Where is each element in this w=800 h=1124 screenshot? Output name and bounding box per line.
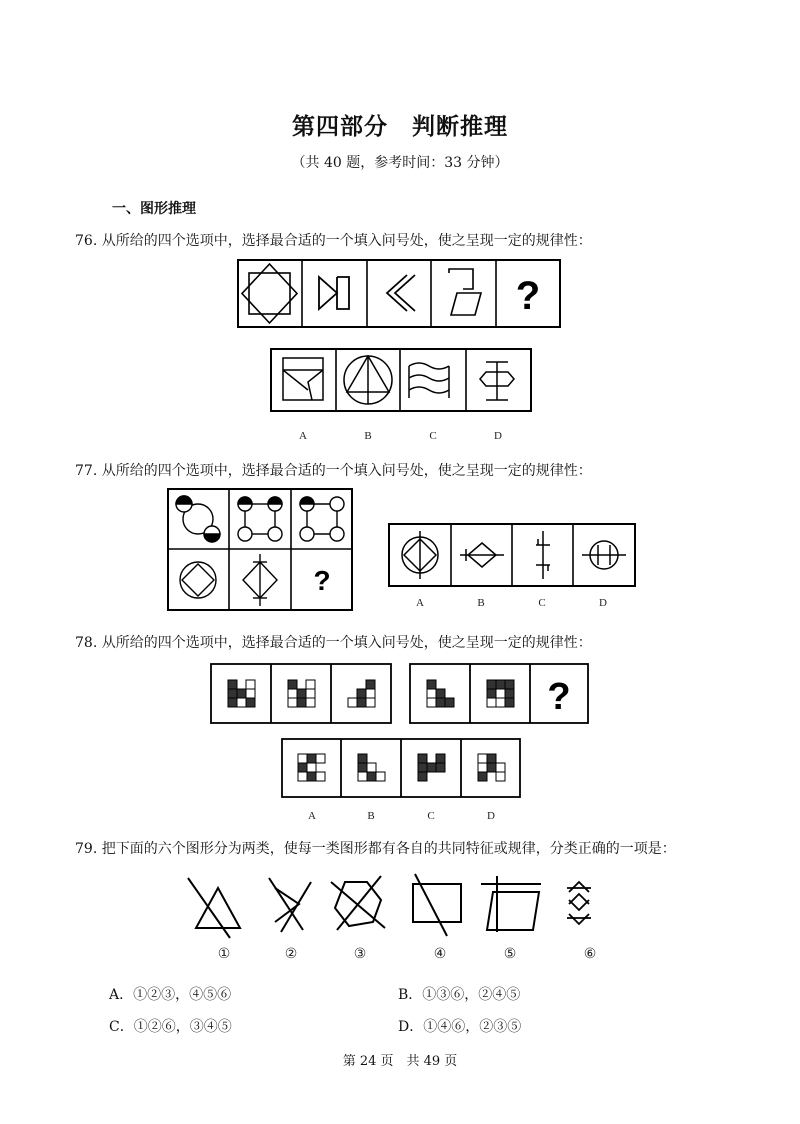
q79-figure-5	[481, 876, 541, 932]
question-text: 从所给的四个选项中，选择最合适的一个填入问号处，使之呈现一定的规律性：	[101, 233, 592, 249]
q76-option-label-d: D	[494, 430, 502, 442]
q79-label-2: ②	[284, 946, 298, 962]
q76-option-label-a: A	[299, 430, 307, 442]
q76-option-label-b: B	[364, 430, 372, 442]
q76-figure-1	[242, 264, 297, 323]
q78-option-label-a: A	[308, 810, 316, 822]
q79-label-6: ⑥	[583, 946, 597, 962]
q77-option-label-d: D	[599, 597, 607, 609]
question-79	[75, 838, 676, 858]
q78-stem-cell-4	[427, 680, 454, 707]
q76-figure-2	[319, 277, 349, 309]
question-number: 77.	[75, 463, 98, 479]
q78-option-label-b: B	[367, 810, 375, 822]
question-76	[75, 230, 592, 250]
question-text: 从所给的四个选项中，选择最合适的一个填入问号处，使之呈现一定的规律性：	[101, 463, 592, 479]
q76-option-label-c: C	[429, 430, 437, 442]
q77-option-label-c: C	[538, 597, 546, 609]
q76-option-a	[283, 358, 323, 400]
q79-figure-3	[331, 876, 385, 930]
q76-figure-3	[387, 275, 415, 311]
q76-option-b	[344, 356, 392, 404]
section-title: 一、图形推理	[112, 201, 196, 217]
page-title: 第四部分 判断推理	[292, 114, 508, 140]
q79-figure-6	[567, 882, 591, 924]
q77-cell-5	[243, 554, 277, 606]
q78-option-cell-2	[358, 754, 385, 781]
question-78	[75, 632, 592, 652]
q77-cell-4	[180, 562, 216, 598]
q78-stem-figures	[210, 663, 590, 725]
question-number: 79.	[75, 841, 98, 857]
q76-option-figures	[270, 348, 532, 442]
q77-option-label-b: B	[477, 597, 485, 609]
q78-stem-cell-5	[487, 680, 514, 707]
question-number: 76.	[75, 233, 98, 249]
q78-stem-cell-2	[288, 680, 315, 707]
q78-option-label-c: C	[427, 810, 435, 822]
q77-cell-3	[300, 497, 344, 541]
q77-option-figures	[388, 523, 636, 609]
q77-cell-1	[176, 496, 220, 542]
q79-figure-1	[188, 878, 240, 938]
question-text: 把下面的六个图形分为两类，使每一类图形都有各自的共同特征或规律，分类正确的一项是：	[101, 841, 676, 857]
page-number: 第 24 页 共 49 页	[342, 1054, 458, 1069]
q77-option-b	[460, 543, 504, 567]
q79-figure-2	[269, 878, 311, 932]
question-77	[75, 460, 592, 480]
q78-stem-cell-3	[348, 680, 375, 707]
q77-option-a	[402, 531, 438, 579]
q78-stem-cell-1	[228, 680, 255, 707]
q77-option-d	[582, 541, 626, 569]
q76-stem-figures	[237, 259, 561, 329]
q78-option-cell-4	[478, 754, 505, 781]
question-number: 78.	[75, 635, 98, 651]
q79-choice-d[interactable]: D．①④⑥，②③⑤	[398, 1019, 522, 1035]
q78-option-label-d: D	[487, 810, 495, 822]
q78-option-figures	[281, 738, 521, 822]
q79-choice-c[interactable]: C．①②⑥，③④⑤	[109, 1019, 232, 1035]
page-subtitle: （共 40 题，参考时间：33 分钟）	[291, 155, 509, 171]
q76-option-d	[480, 362, 514, 400]
q79-figures	[185, 870, 625, 962]
q79-label-3: ③	[353, 946, 367, 962]
q77-cell-2	[238, 497, 282, 541]
q79-figure-4	[413, 874, 461, 936]
q79-label-4: ④	[433, 946, 447, 962]
q77-option-label-a: A	[416, 597, 424, 609]
q76-option-c	[409, 363, 449, 398]
question-text: 从所给的四个选项中，选择最合适的一个填入问号处，使之呈现一定的规律性：	[101, 635, 592, 651]
q78-option-cell-1	[298, 754, 325, 781]
q77-option-c	[536, 531, 550, 579]
q77-question-mark: ?	[313, 565, 331, 596]
q78-question-mark: ?	[547, 676, 571, 718]
q77-stem-grid	[167, 488, 353, 612]
q79-choice-a[interactable]: A．①②③，④⑤⑥	[109, 987, 232, 1003]
q79-choice-b[interactable]: B．①③⑥，②④⑤	[398, 987, 521, 1003]
q76-figure-4	[449, 269, 481, 315]
q79-label-5: ⑤	[503, 946, 517, 962]
q79-label-1: ①	[217, 946, 231, 962]
q78-option-cell-3	[418, 754, 445, 781]
q76-question-mark: ?	[515, 274, 541, 318]
